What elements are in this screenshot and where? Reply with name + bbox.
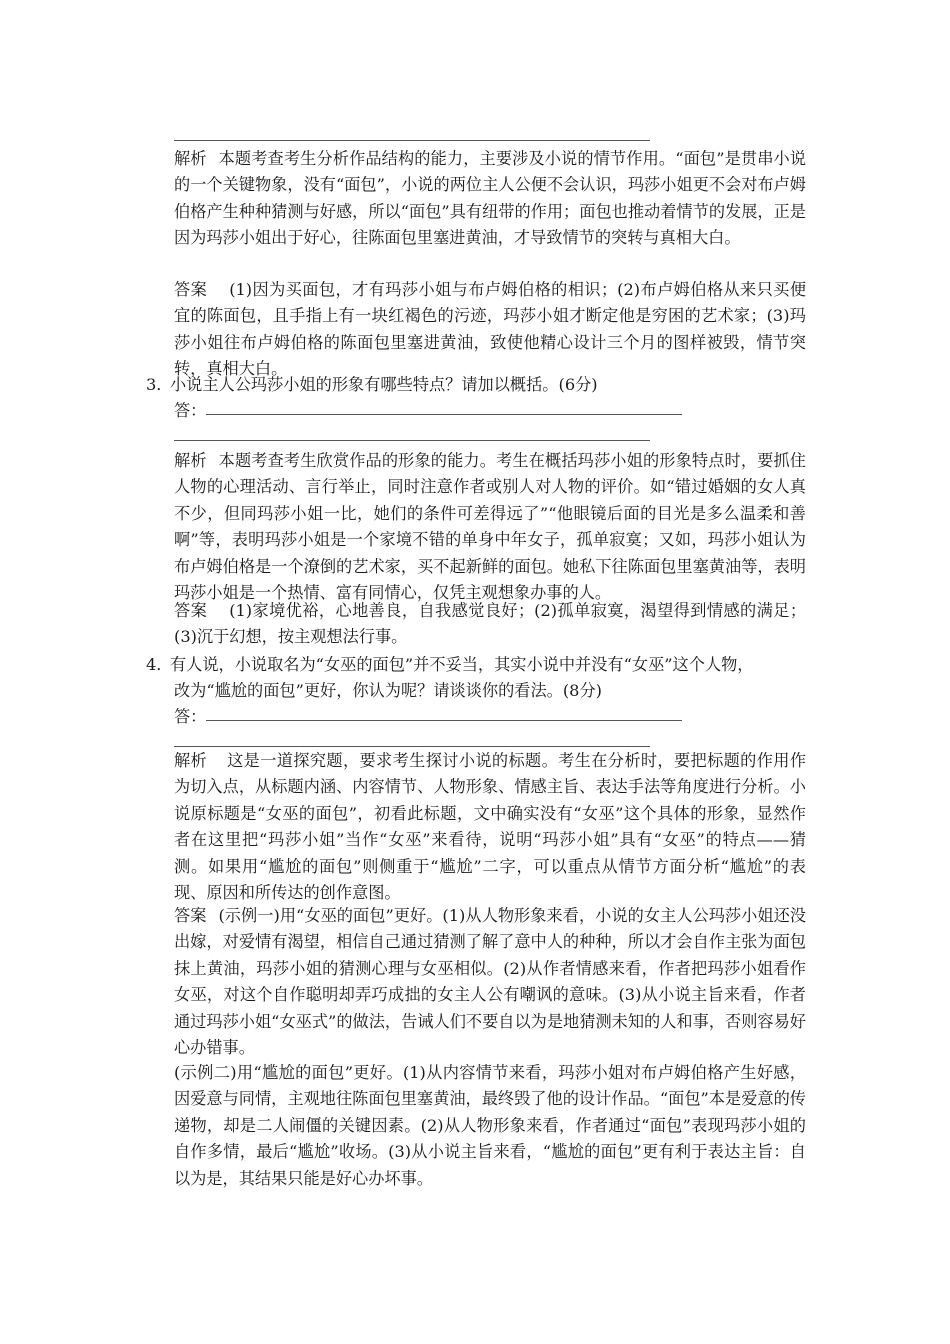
- answer-label: 答案: [174, 601, 208, 620]
- analysis-label: 解析: [174, 451, 207, 470]
- answer-prompt: 答：: [174, 707, 207, 726]
- separator-rule: [174, 746, 650, 747]
- question-3: [146, 372, 806, 398]
- analysis-text: 本题考查考生分析作品结构的能力，主要涉及小说的情节作用。“面包”是贯串小说的一个关键物象，没有“面包”，小说的两位主人公便不会认识，玛莎小姐更不会对布卢姆伯格产生种种猜测与好感，所以“面包”具有纽带的作用；面包也推动着情节的发展，正是因为玛莎小姐出于好心，往陈面包里塞进黄油，才导致情节的突转与真相大白。: [174, 149, 806, 248]
- answer-text: (1)因为买面包，才有玛莎小姐与布卢姆伯格的相识；(2)布卢姆伯格从来只买便宜的陈面包，且手指上有一块红褐色的污迹，玛莎小姐才断定他是穷困的艺术家；(3)玛莎小姐往布卢姆伯格的陈面包里塞进黄油，致使他精心设计三个月的图样被毁，情节突转，真相大白。: [174, 280, 807, 379]
- separator-rule: [174, 440, 650, 441]
- separator-rule: [174, 140, 650, 141]
- question-text-line-2: 改为“尴尬的面包”更好，你认为呢？请谈谈你的看法。(8分): [174, 681, 602, 701]
- answer-block-3-example-2: [174, 1060, 806, 1192]
- question-text-line-1: 有人说，小说取名为“女巫的面包”并不妥当，其实小说中并没有“女巫”这个人物，: [170, 655, 754, 674]
- answer-line-4[interactable]: [174, 704, 206, 730]
- question-number: 3．: [146, 375, 173, 394]
- question-number: 4．: [146, 655, 173, 674]
- answer-label: 答案: [174, 906, 207, 925]
- question-text: 小说主人公玛莎小姐的形象有哪些特点？请加以概括。(6分): [170, 375, 598, 394]
- analysis-block-2: [174, 448, 806, 606]
- analysis-text: 本题考查考生欣赏作品的形象的能力。考生在概括玛莎小姐的形象特点时，要抓住人物的心理活动、言行举止，同时注意作者或别人对人物的评价。如“错过婚姻的女人真不少，但同玛莎小姐一比，她们的条件可差得远了”“他眼镜后面的目光是多么温柔和善啊”等，表明玛莎小姐是一个家境不错的单身中年女子，孤单寂寞；又如，玛莎小姐认为布卢姆伯格是一个潦倒的艺术家，买不起新鲜的面包。她私下往陈面包里塞黄油等，表明玛莎小姐是一个热情、富有同情心，仅凭主观想象办事的人。: [174, 451, 806, 603]
- analysis-label: 解析: [174, 751, 208, 770]
- answer-text: (1)家境优裕，心地善良，自我感觉良好；(2)孤单寂寞，渴望得到情感的满足；(3)沉于幻想，按主观想法行事。: [174, 601, 807, 647]
- answer-underline: [206, 414, 682, 415]
- answer-text-2: (示例二)用“尴尬的面包”更好。(1)从内容情节来看，玛莎小姐对布卢姆伯格产生好感，因爱意与同情，主观地往陈面包里塞黄油，最终毁了他的设计作品。“面包”本是爱意的传递物，却是二人闹僵的关键因素。(2)从人物形象来看，作者通过“面包”表现玛莎小姐的自作多情，最后“尴尬”收场。(3)从小说主旨来看，“尴尬的面包”更有利于表达主旨：自以为是，其结果只能是好心办坏事。: [174, 1063, 806, 1188]
- answer-block-2: [174, 598, 806, 651]
- answer-block-1: [174, 277, 806, 383]
- question-4: [146, 652, 806, 705]
- answer-prompt: 答：: [174, 401, 207, 420]
- answer-underline: [206, 720, 682, 721]
- answer-block-3: [174, 903, 806, 1061]
- answer-line-3[interactable]: [174, 398, 206, 424]
- answer-label: 答案: [174, 280, 208, 299]
- analysis-block-3: [174, 748, 806, 906]
- analysis-block-1: [174, 146, 806, 252]
- answer-text: (示例一)用“女巫的面包”更好。(1)从人物形象来看，小说的女主人公玛莎小姐还没出嫁，对爱情有渴望，相信自己通过猜测了解了意中人的种种，所以才会自作主张为面包抹上黄油，玛莎小姐的猜测心理与女巫相似。(2)从作者情感来看，作者把玛莎小姐看作女巫，对这个自作聪明却弄巧成拙的女主人公有嘲讽的意味。(3)从小说主旨来看，作者通过玛莎小姐“女巫式”的做法，告诫人们不要自以为是地猜测未知的人和事，否则容易好心办错事。: [174, 906, 807, 1058]
- analysis-text: 这是一道探究题，要求考生探讨小说的标题。考生在分析时，要把标题的作用作为切入点，从标题内涵、内容情节、人物形象、情感主旨、表达手法等角度进行分析。小说原标题是“女巫的面包”，初看此标题，文中确实没有“女巫”这个具体的形象，显然作者在这里把“玛莎小姐”当作“女巫”来看待，说明“玛莎小姐”具有“女巫”的特点——猜测。如果用“尴尬的面包”则侧重于“尴尬”二字，可以重点从情节方面分析“尴尬”的表现、原因和所传达的创作意图。: [174, 751, 807, 903]
- analysis-label: 解析: [174, 149, 207, 168]
